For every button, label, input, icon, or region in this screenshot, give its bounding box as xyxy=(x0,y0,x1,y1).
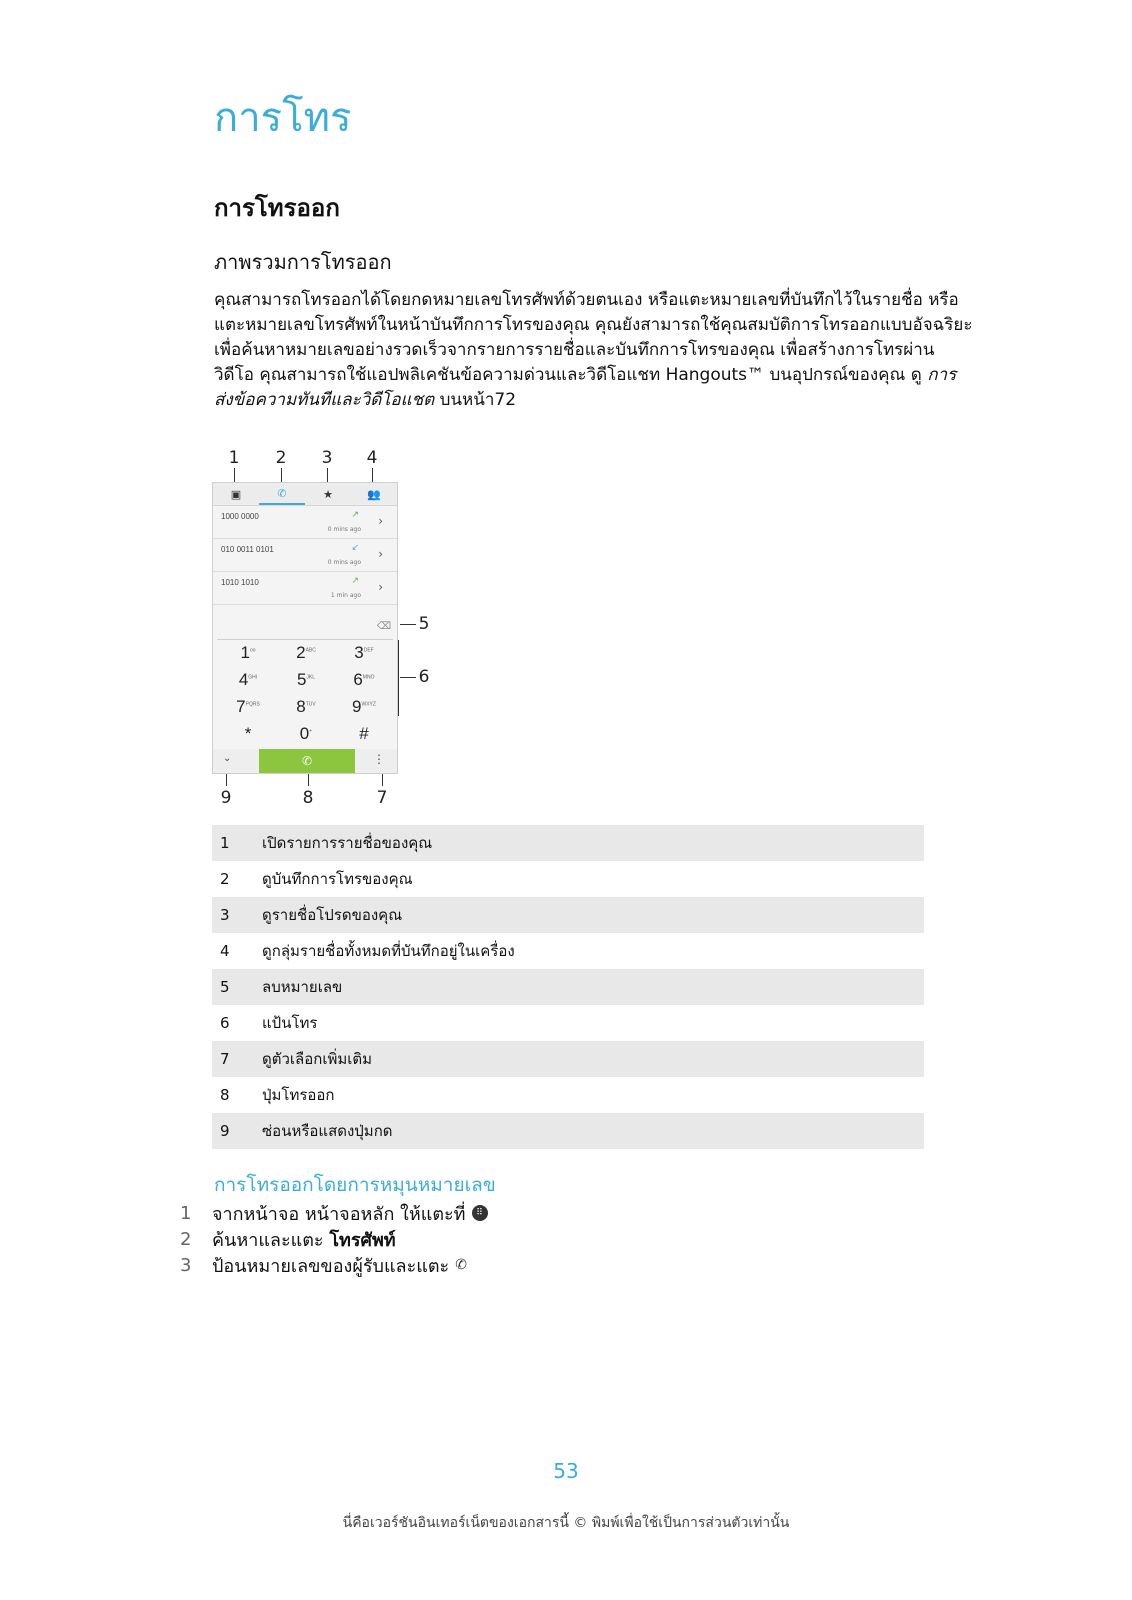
legend-row: 4 ดูกลุ่มรายชื่อทั้งหมดที่บันทึกอยู่ในเครื่อง xyxy=(220,942,515,960)
dialer-bottom-bar xyxy=(213,749,397,773)
key-8[interactable]: $8^{TUV}$ xyxy=(296,697,316,716)
page-number: 53 xyxy=(553,1459,579,1483)
chapter-title: การโทร xyxy=(214,95,352,141)
chevron-right-icon[interactable]: › xyxy=(378,547,383,561)
key-star[interactable]: * xyxy=(244,724,252,743)
callout-2: 2 xyxy=(275,448,287,468)
legend-row: 5 ลบหมายเลข xyxy=(212,969,924,1005)
call-log-time: 1 min ago xyxy=(330,592,361,599)
step-item: 1 จากหน้าจอ หน้าจอหลัก ให้แตะที่ ⠿ xyxy=(180,1200,880,1226)
chevron-down-icon[interactable]: ⌄ xyxy=(223,753,232,764)
dialer-tabs xyxy=(213,483,397,506)
callout-1: 1 xyxy=(228,448,240,468)
phone-screen xyxy=(212,482,398,774)
chevron-right-icon[interactable]: › xyxy=(378,580,383,594)
hangouts-link[interactable]: การส่งข้อความทันทีและวิดีโอแชต xyxy=(214,365,957,410)
favorites-tab-icon[interactable]: ★ xyxy=(323,487,333,501)
steps-list xyxy=(180,1200,880,1278)
key-6[interactable]: $6^{MNO}$ xyxy=(353,670,375,689)
outgoing-arrow-icon: ↗ xyxy=(351,576,359,586)
legend-row: 8 ปุ่มโทรออก xyxy=(220,1086,335,1104)
call-log-time: 0 mins ago xyxy=(327,559,361,566)
key-1[interactable]: $1^{oo}$ xyxy=(240,643,256,662)
call-log-row[interactable] xyxy=(213,539,397,572)
phone-icon: ✆ xyxy=(455,1257,467,1273)
call-log-number: 1010 1010 xyxy=(221,578,259,587)
key-5[interactable]: $5^{JKL}$ xyxy=(296,670,316,689)
key-0[interactable]: 0+ xyxy=(299,724,313,743)
groups-tab-icon[interactable]: 👥 xyxy=(367,487,381,501)
key-9[interactable]: $9^{WXYZ}$ xyxy=(352,697,376,716)
legend-row: 2 ดูบันทึกการโทรของคุณ xyxy=(220,870,413,888)
call-log-number: 1000 0000 xyxy=(221,512,259,521)
call-log-row[interactable] xyxy=(213,506,397,539)
contacts-tab-icon[interactable]: ▣ xyxy=(230,487,242,501)
key-2[interactable]: $2^{ABC}$ xyxy=(296,643,316,662)
step-item: 2 ค้นหาและแตะ โทรศัพท์ xyxy=(180,1226,880,1252)
call-log-time: 0 mins ago xyxy=(327,526,361,533)
callout-4: 4 xyxy=(366,448,378,468)
phone-app-label: โทรศัพท์ xyxy=(329,1229,396,1251)
intro-paragraph xyxy=(214,288,974,413)
callout-5: 5 xyxy=(418,614,430,634)
dialer-figure xyxy=(200,448,460,818)
outgoing-arrow-icon: ↗ xyxy=(351,510,359,520)
callout-3: 3 xyxy=(321,448,333,468)
call-button[interactable] xyxy=(259,749,355,773)
callout-7: 7 xyxy=(376,788,388,808)
call-log-number: 010 0011 0101 xyxy=(221,545,274,554)
legend-row: 9 ซ่อนหรือแสดงปุ่มกด xyxy=(212,1113,924,1149)
legend-row: 1 เปิดรายการรายชื่อของคุณ xyxy=(212,825,924,861)
intro-text: คุณสามารถโทรออกได้โดยกดหมายเลขโทรศัพท์ด้วยตนเอง หรือแตะหมายเลขที่บันทึกไว้ในรายชื่อ หรือแตะหมายเลขโทรศัพท์ในหน้าบันทึกการโทรของคุณ คุณยังสามารถใช้คุณสมบัติการโทรออกแบบอัจฉริยะเพื่อค้นหาหมายเลขอย่างรวดเร็วจากรายการรายชื่อและบันทึกการโทรของคุณ เพื่อสร้างการโทรผ่านวิดีโอ คุณสามารถใช้แอปพลิเคชันข้อความด่วนและวิดีโอแชท Hangouts™ บนอุปกรณ์ของคุณ ดู xyxy=(214,290,973,385)
key-4[interactable]: $4^{GHI}$ xyxy=(238,670,258,689)
more-options-icon[interactable]: ⋮ xyxy=(373,752,385,766)
callout-6: 6 xyxy=(418,667,430,687)
number-field[interactable] xyxy=(217,613,393,640)
legend-row: 6 แป้นโทร xyxy=(220,1014,318,1032)
call-log-tab-icon[interactable]: ✆ xyxy=(259,483,305,505)
intro-page-ref: บนหน้า72 xyxy=(439,390,517,410)
footer-note: นี่คือเวอร์ชันอินเทอร์เน็ตของเอกสารนี้ © พิมพ์เพื่อใช้เป็นการส่วนตัวเท่านั้น xyxy=(342,1515,790,1531)
step-item: 3 ป้อนหมายเลขของผู้รับและแตะ ✆ xyxy=(180,1254,467,1277)
phone-icon: ✆ xyxy=(301,754,313,768)
key-7[interactable]: $7^{PQRS}$ xyxy=(236,697,260,716)
legend-row: 3 ดูรายชื่อโปรดของคุณ xyxy=(212,897,924,933)
key-hash[interactable]: # xyxy=(359,724,369,743)
apps-icon[interactable]: ⠿ xyxy=(472,1205,488,1221)
chevron-right-icon[interactable]: › xyxy=(378,514,383,528)
key-3[interactable]: $3^{DEF}$ xyxy=(354,643,374,662)
callout-9: 9 xyxy=(220,788,232,808)
backspace-icon[interactable]: ⌫ xyxy=(376,621,391,632)
section-title: การโทรออก xyxy=(214,194,340,222)
legend-row: 7 ดูตัวเลือกเพิ่มเติม xyxy=(212,1041,924,1077)
legend-table xyxy=(212,825,924,1149)
incoming-arrow-icon: ↙ xyxy=(351,543,359,553)
callout-8: 8 xyxy=(302,788,314,808)
steps-title: การโทรออกโดยการหมุนหมายเลข xyxy=(214,1174,496,1196)
subsection-title: ภาพรวมการโทรออก xyxy=(214,250,392,274)
call-log-row[interactable] xyxy=(213,572,397,605)
